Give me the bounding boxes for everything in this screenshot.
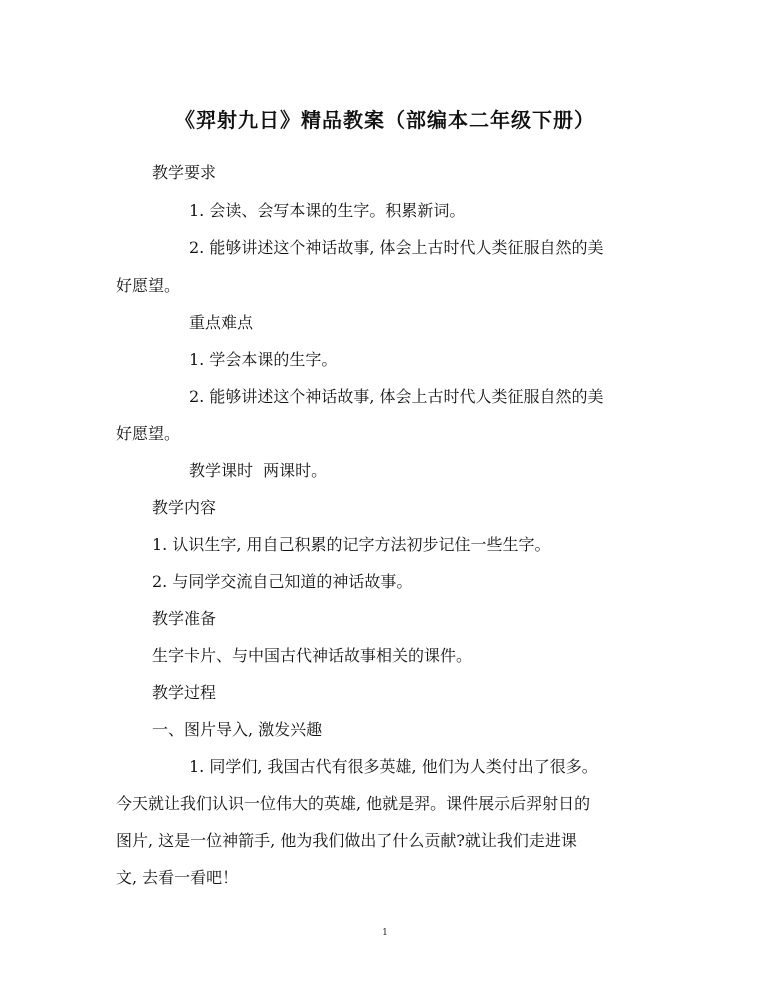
process-paragraph-line-2: 今天就让我们认识一位伟大的英雄, 他就是羿。课件展示后羿射日的 [116, 794, 591, 813]
preparation-text: 生字卡片、与中国古代神话故事相关的课件。 [152, 646, 473, 665]
requirements-item-2-line-2: 好愿望。 [116, 276, 181, 295]
content-item-2: 2. 与同学交流自己知道的神话故事。 [152, 572, 413, 591]
preparation-heading: 教学准备 [152, 609, 217, 628]
content-heading: 教学内容 [152, 498, 217, 517]
requirements-heading: 教学要求 [152, 163, 217, 182]
page-number: 1 [382, 928, 388, 938]
class-hours: 教学课时 两课时。 [189, 461, 328, 480]
key-points-heading: 重点难点 [189, 313, 254, 332]
key-points-item-2-line-2: 好愿望。 [116, 424, 181, 443]
document-title: 《羿射九日》精品教案（部编本二年级下册） [175, 108, 595, 132]
process-paragraph-line-4: 文, 去看一看吧！ [116, 868, 239, 887]
process-paragraph-line-3: 图片, 这是一位神箭手, 他为我们做出了什么贡献?就让我们走进课 [116, 831, 577, 850]
process-paragraph-line-1: 1. 同学们, 我国古代有很多英雄, 他们为人类付出了很多。 [189, 757, 598, 776]
key-points-item-2-line-1: 2. 能够讲述这个神话故事, 体会上古时代人类征服自然的美 [189, 387, 604, 406]
key-points-item-1: 1. 学会本课的生字。 [189, 350, 338, 369]
process-step-1-heading: 一、图片导入, 激发兴趣 [152, 720, 323, 739]
requirements-item-1: 1. 会读、会写本课的生字。积累新词。 [189, 201, 466, 220]
requirements-item-2-line-1: 2. 能够讲述这个神话故事, 体会上古时代人类征服自然的美 [189, 238, 604, 257]
process-heading: 教学过程 [152, 683, 217, 702]
content-item-1: 1. 认识生字, 用自己积累的记字方法初步记住一些生字。 [152, 535, 551, 554]
